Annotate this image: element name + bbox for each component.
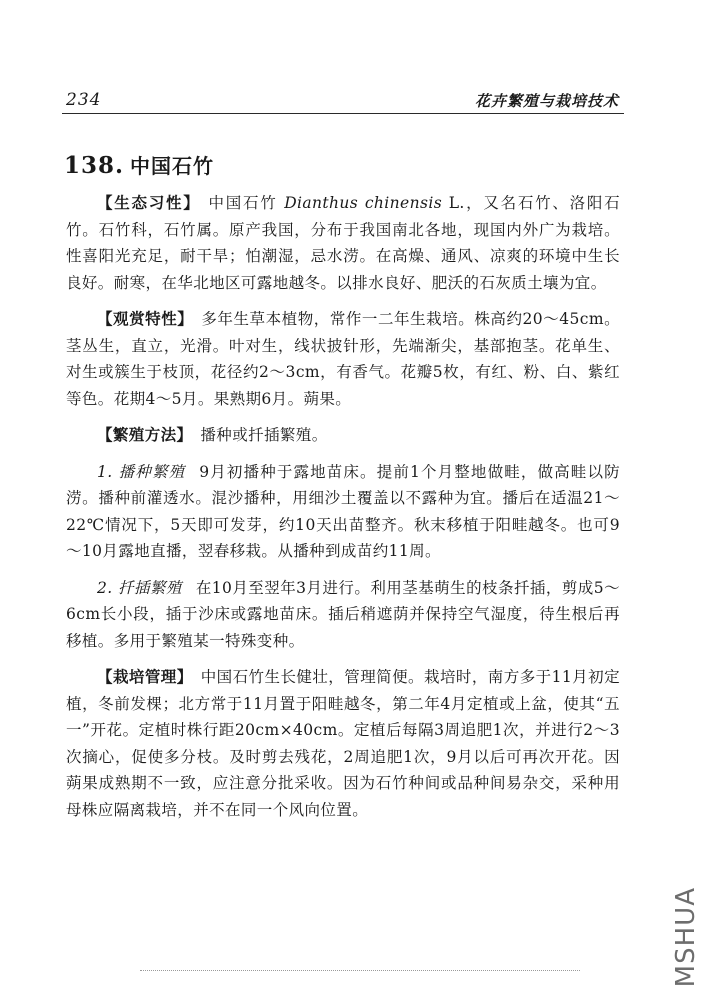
habit-text-lead: 中国石竹 [208,194,278,212]
ornamental-heading: 【观赏特性】 [97,310,194,328]
cutting-paragraph [66,575,620,655]
watermark: MSHUA [671,886,701,987]
page-number: 234 [66,90,102,110]
entry-body [66,190,620,833]
sowing-label: 1. 播种繁殖 [97,462,186,481]
entry-number: 138. [64,152,125,179]
propagation-paragraph [66,422,620,449]
habit-text: L.，又名石竹、洛阳石竹。石竹科，石竹属。原产我国，分布于我国南北各地，现国内外广为栽培。性喜阳光充足，耐干旱；怕潮湿，忌水涝。在高燥、通风、凉爽的环境中生长良好。耐寒，在华北地区可露地越冬。以排水良好、肥沃的石灰质土壤为宜。 [66,194,620,292]
header-rule [62,113,624,114]
habit-paragraph [66,190,620,296]
sowing-paragraph [66,459,620,565]
ornamental-text: 多年生草本植物，常作一二年生栽培。株高约20～45cm。茎丛生，直立，光滑。叶对生，线状披针形，先端渐尖，基部抱茎。花单生、对生或簇生于枝顶，花径约2～3cm，有香气。花瓣5枚，有红、粉、白、紫红等色。花期4～5月。果熟期6月。蒴果。 [66,310,621,408]
scan-artifact-dots [140,970,580,973]
propagation-heading: 【繁殖方法】 [97,426,193,444]
cultivation-paragraph [66,664,620,823]
sowing-text: 9月初播种于露地苗床。提前1个月整地做畦，做高畦以防涝。播种前灌透水。混沙播种，用细沙土覆盖以不露种为宜。播后在适温21～22℃情况下，5天即可发芽，约10天出苗整齐。秋末移植于阳畦越冬。也可9～10月露地直播，翌春移栽。从播种到成苗约11周。 [66,462,620,560]
book-title: 花卉繁殖与栽培技术 [474,92,619,110]
entry-title [64,150,214,179]
cutting-label: 2. 扦插繁殖 [97,578,182,597]
propagation-text: 播种或扦插繁殖。 [200,426,328,444]
latin-name: Dianthus chinensis [284,194,443,212]
cutting-text: 在10月至翌年3月进行。利用茎基萌生的枝条扦插，剪成5～6cm长小段，插于沙床或露地苗床。插后稍遮荫并保持空气湿度，待生根后再移植。多用于繁殖某一特殊变种。 [66,578,620,650]
cultivation-heading: 【栽培管理】 [97,668,193,686]
entry-name: 中国石竹 [130,154,215,178]
cultivation-text: 中国石竹生长健壮，管理简便。栽培时，南方多于11月初定植，冬前发棵；北方常于11月置于阳畦越冬，第二年4月定植或上盆，使其“五一”开花。定植时株行距20cm×40cm。定植后每隔3周追肥1次，并进行2～3次摘心，促使多分枝。及时剪去残花，2周追肥1次，9月以后可再次开花。因蒴果成熟期不一致，应注意分批采收。因为石竹种间或品种间易杂交，采种用母株应隔离栽培，并不在同一个风向位置。 [66,668,620,819]
habit-heading: 【生态习性】 [97,194,201,212]
ornamental-paragraph [66,306,620,412]
